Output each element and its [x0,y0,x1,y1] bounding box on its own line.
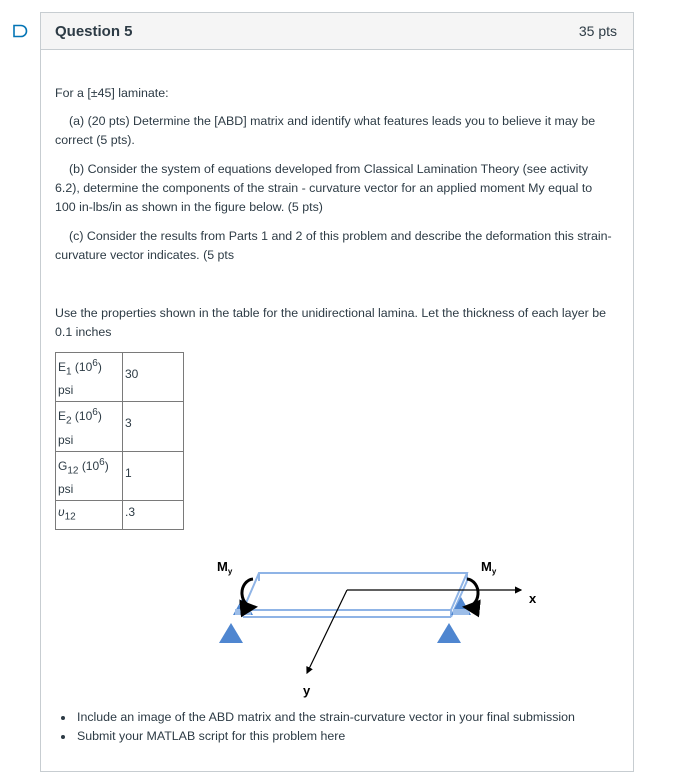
question-points: 35 pts [578,23,617,39]
instruction-list [55,708,575,746]
moment-right-label: $M_y$ [481,559,497,576]
moment-left-label: $M_y$ [217,559,233,576]
beam-diagram [171,545,537,703]
property-label: $G_{12}$ $(10^6)$ psi [56,451,123,500]
property-label: $E_1$ $(10^6)$ psi [56,353,123,402]
part-c-text: (c) Consider the results from Parts 1 and 2 of this problem and describe the deformation this strain-curvature vector indicates. (5 pts [55,229,612,262]
list-item: • Submit your MATLAB script for this problem here [75,727,575,746]
property-label: $\upsilon_{12}$ [56,501,123,529]
axis-x-label: x [529,591,537,606]
part-a-text: (a) (20 pts) Determine the [ABD] matrix and identify what features leads you to believe it may be correct (5 pts). [55,114,596,147]
question-header [41,13,633,50]
axis-y-label: y [303,683,311,698]
plate [243,573,467,617]
table-row [56,353,184,402]
property-value: .3 [123,501,184,529]
properties-text: Use the properties shown in the table for the unidirectional lamina. Let the thickness of each layer be 0.1 inches [55,306,607,339]
property-value: 1 [123,451,184,500]
question-title: Question 5 [55,22,133,40]
property-label: $E_2$ $(10^6)$ psi [56,402,123,451]
table-row [56,402,184,451]
question-intro: For a [±45] laminate: [55,86,169,100]
part-b-text: (b) Consider the system of equations developed from Classical Lamination Theory (see activity 6.2), determine the components of the strain - curvature vector for an applied moment My equal to 100 in-lbs/in as shown in the figure below. (5 pts) [55,162,593,214]
table-row [56,451,184,500]
list-item: • Include an image of the ABD matrix and the strain-curvature vector in your final submission [75,708,575,727]
question-card [40,12,634,772]
property-value: 30 [123,353,184,402]
property-value: 3 [123,402,184,451]
table-row [56,501,184,529]
flag-icon[interactable] [12,24,26,38]
axes [307,590,521,673]
properties-table [55,352,184,530]
moment-left-arrow [242,579,255,607]
